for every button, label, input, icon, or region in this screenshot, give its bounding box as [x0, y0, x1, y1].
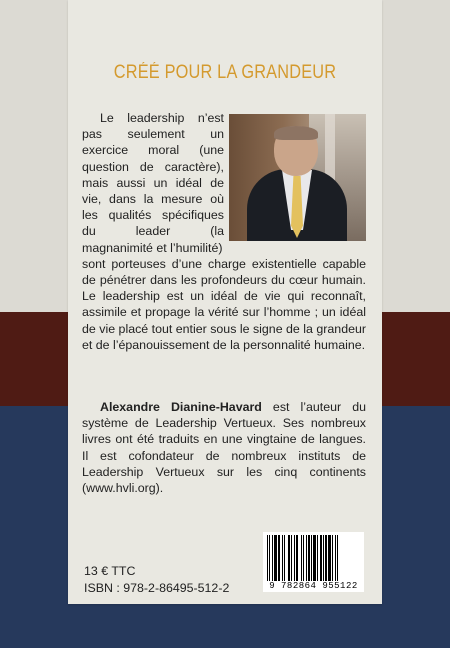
- summary-text: [82, 110, 366, 353]
- price: 13 € TTC: [84, 564, 136, 578]
- summary-paragraph-narrow: Le leadership n’est pas seulement un exercice moral (une question de caractère), mais aussi un idéal de vie, dans la mesure où les qualités spécifiques du leader (la magnanimité et l’humilité): [82, 111, 224, 255]
- summary-paragraph-full: sont porteuses d’une charge existentielle capable de pénétrer dans les profondeurs du cœur humain. Le leadership est un idéal de vie qui reconnaît, assimile et propage la vérité sur l’homme ; un idéal de vie placé tout entier sous le signe de la grandeur et de l’épanouissement de la personnalité humaine.: [82, 256, 366, 352]
- author-bio-text: est l’auteur du système de Leadership Vertueux. Ses nombreux livres ont été traduits en une vingtaine de langues. Il est cofondateur de nombreux instituts de Leadership Vertueux sur les cinq continents (www.hvli.org).: [82, 400, 367, 496]
- barcode-bar: [338, 535, 340, 581]
- barcode: [263, 532, 364, 592]
- book-title: CRÉÉ POUR LA GRANDEUR: [113, 62, 337, 83]
- author-name: Alexandre Dianine-Havard: [100, 400, 262, 414]
- barcode-bars: [267, 535, 360, 581]
- isbn: ISBN : 978-2-86495-512-2: [84, 581, 230, 595]
- barcode-number: 9 782864 955122: [269, 581, 358, 591]
- author-bio: [82, 399, 366, 496]
